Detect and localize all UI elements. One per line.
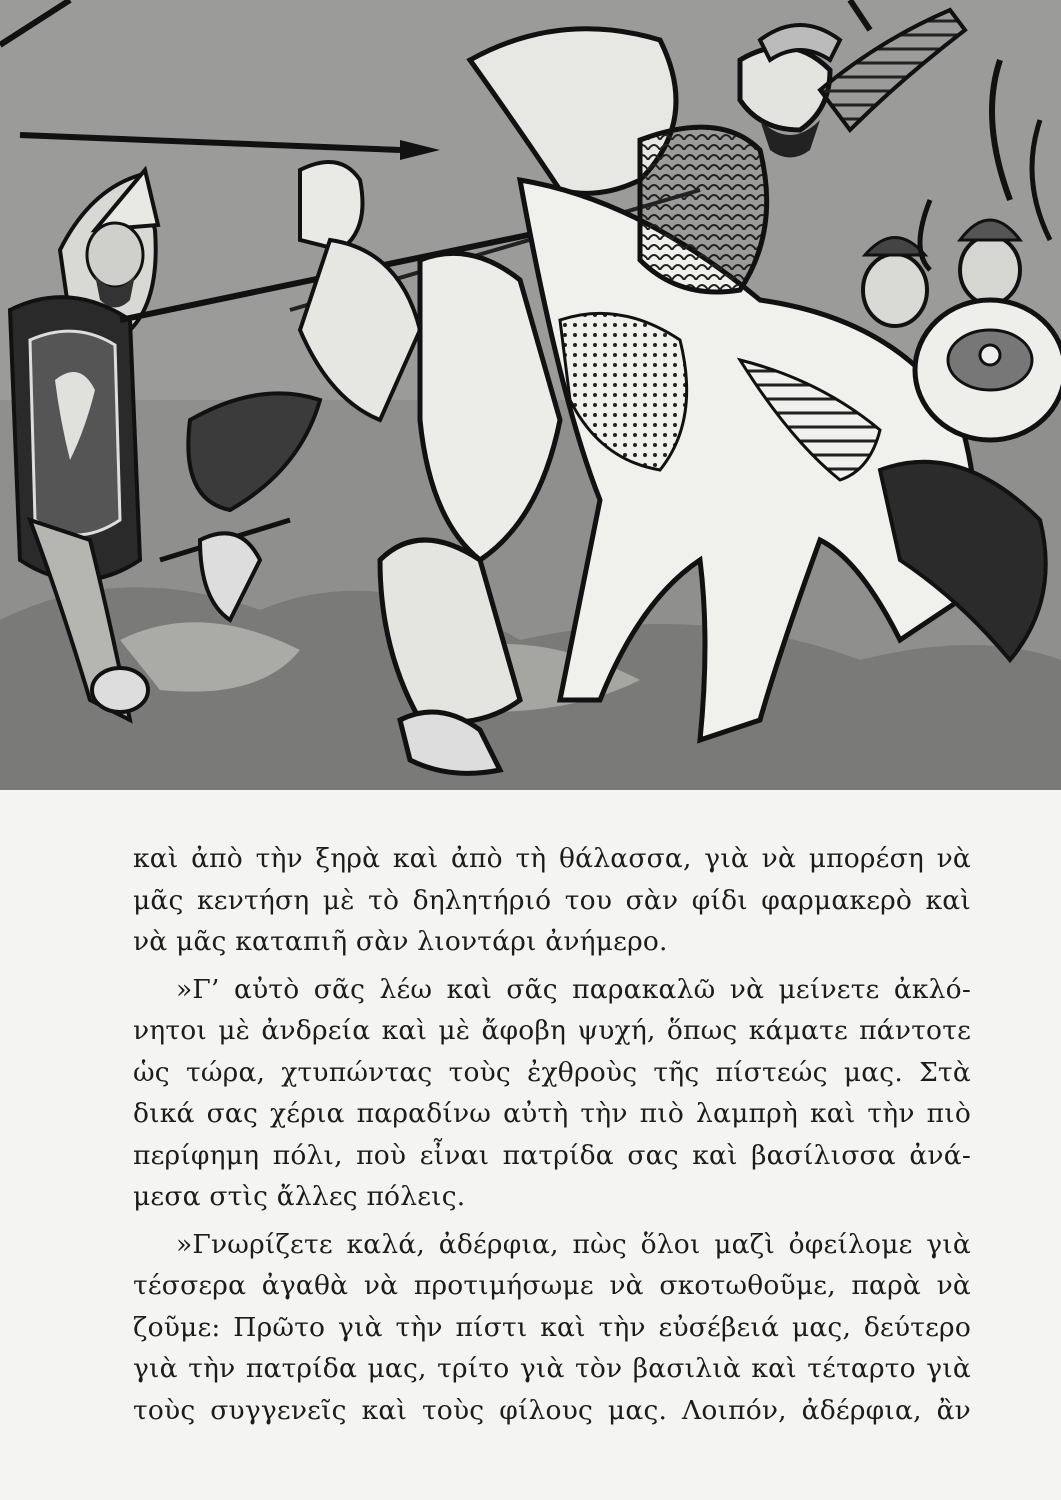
text-line: περίφημη πόλι, ποὺ εἶναι πατρίδα σας καὶ βασίλισσα ἀνά- bbox=[133, 1139, 971, 1171]
text-line: νὰ μᾶς καταπιῆ σὰν λιοντάρι ἀνήμερο. bbox=[133, 926, 668, 957]
body-text bbox=[133, 838, 971, 1431]
text-line: καὶ ἀπὸ τὴν ξηρὰ καὶ ἀπὸ τὴ θάλασσα, γιὰ νὰ μπορέση νὰ bbox=[133, 843, 971, 874]
text-line: ζοῦμε: Πρῶτο γιὰ τὴν πίστι καὶ τὴν εὐσέβειά μας, δεύτερο bbox=[133, 1311, 971, 1343]
text-line: γιὰ τὴν πατρίδα μας, τρίτο γιὰ τὸν βασιλιὰ καὶ τέταρτο γιὰ bbox=[133, 1353, 971, 1384]
text-line: τέσσερα ἀγαθὰ νὰ προτιμήσωμε νὰ σκοτωθοῦμε, παρὰ νὰ bbox=[133, 1270, 971, 1301]
text-line: τοὺς συγγενεῖς καὶ τοὺς φίλους μας. Λοιπόν, ἀδέρφια, ἂν bbox=[133, 1394, 971, 1426]
text-line: »Γ’ αὐτὸ σᾶς λέω καὶ σᾶς παρακαλῶ νὰ μείνετε ἀκλό- bbox=[176, 973, 971, 1005]
text-line: νητοι μὲ ἀνδρεία καὶ μὲ ἄφοβη ψυχή, ὅπως κάματε πάντοτε bbox=[133, 1015, 971, 1046]
text-line: μεσα στὶς ἄλλες πόλεις. bbox=[133, 1181, 466, 1212]
text-line: μᾶς κεντήση μὲ τὸ δηλητήριό του σὰν φίδι φαρμακερὸ καὶ bbox=[133, 884, 971, 916]
text-line: ὡς τώρα, χτυπώντας τοὺς ἐχθροὺς τῆς πίστεώς μας. Στὰ bbox=[133, 1056, 971, 1088]
text-line: δικά σας χέρια παραδίνω αὐτὴ τὴν πιὸ λαμπρὴ καὶ τὴν πιὸ bbox=[133, 1098, 971, 1129]
text-line: »Γνωρίζετε καλά, ἀδέρφια, πὼς ὅλοι μαζὶ ὀφείλομε γιὰ bbox=[176, 1228, 971, 1260]
